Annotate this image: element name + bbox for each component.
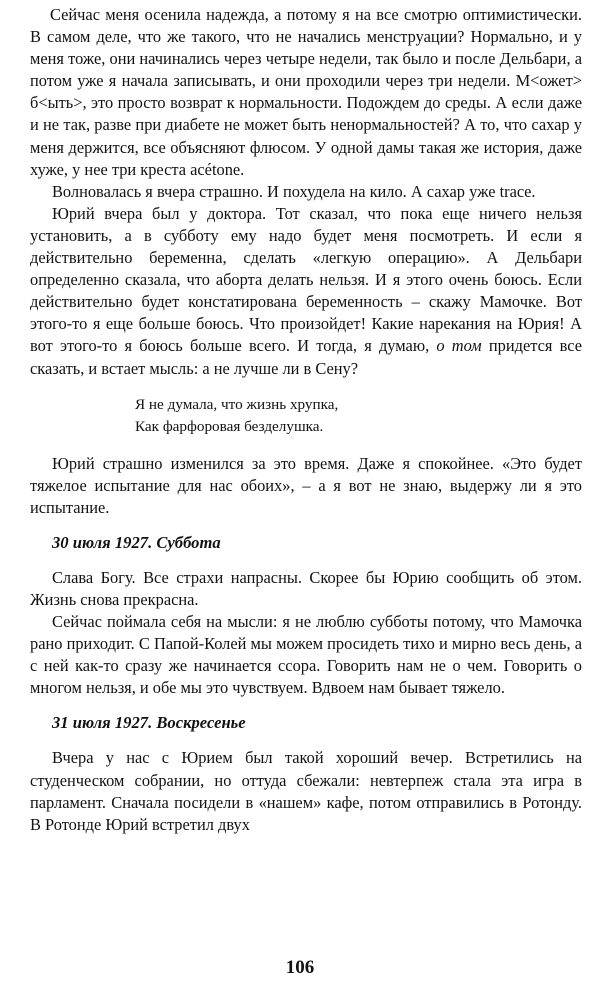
poem-quote xyxy=(135,394,582,439)
paragraph-doctor-emphasis: о том xyxy=(436,336,482,356)
paragraph-relief: Слава Богу. Все страхи напрасны. Скорее бы Юрию сообщить об этом. Жизнь снова прекрасна. xyxy=(30,567,582,609)
entry-date-heading: 31 июля 1927. Воскресенье xyxy=(52,713,246,733)
paragraph-changed: Юрий страшно изменился за это время. Даже я спокойнее. «Это будет тяжелое испытание для нас обоих», – а я вот не знаю, выдержу ли я это испытание. xyxy=(30,453,582,517)
paragraph-evening: Вчера у нас с Юрием был такой хороший вечер. Встретились на студенческом собрании, но оттуда сбежали: невтерпеж стала эта игра в парламент. Сначала посидели в «нашем» кафе, потом отправились в Ротонду. В Ротонде Юрий встретил двух xyxy=(30,748,582,834)
paragraph-doctor-text-a: Юрий вчера был у доктора. Тот сказал, что пока еще ничего нельзя установить, а в субботу ему надо будет меня посмотреть. И если я действительно беременна, сделать «легкую операцию». А Дельбари определенно сказала, что аборта делать нельзя. И я этого очень боюсь. Если действительно будет констатирована беременность – скажу Мамочке. Вот этого-то я еще больше боюсь. Что произойдет! Какие нарекания на Юрия! А вот этого-то я боюсь больше всего. И тогда, я думаю, xyxy=(30,203,582,356)
paragraph-saturday: Сейчас поймала себя на мысли: я не люблю субботы потому, что Мамочка рано приходит. С Папой-Колей мы можем просидеть тихо и мирно весь день, а с ней как-то сразу же начинается ссора. Говорить нам не о чем. Говорить о многом нельзя, и обе мы это чувствуем. Вдвоем нам бывает тяжело. xyxy=(30,612,582,698)
entry-date-heading: 30 июля 1927. Суббота xyxy=(52,532,221,552)
poem-line-1: Я не думала, что жизнь хрупка, xyxy=(135,395,339,413)
paragraph-worry: Волновалась я вчера страшно. И похудела на кило. А сахар уже trace. xyxy=(52,181,536,201)
page-number: 106 xyxy=(285,957,315,978)
paragraph-doctor xyxy=(30,203,582,380)
paragraph-doctor-text-b: придется все сказать, и встает мысль: а не лучше ли в Сену? xyxy=(30,336,582,378)
poem-line-2: Как фарфоровая безделушка. xyxy=(135,418,324,436)
paragraph-hope: Сейчас меня осенила надежда, а потому я на все смотрю оптимистически. В самом деле, что же такого, что не начались менструации? Нормально, и у меня тоже, они начинались через четыре недели, так было и после Дельбари, а потом уже я начала записывать, и они проходили через три недели. М<ожет> б<ыть>, это просто возврат к нормальности. Подождем до среды. А если даже и не так, разве при диабете не может быть ненормальностей? А то, что сахар у меня держится, все объясняют флюсом. У одной дамы такая же история, даже хуже, у нее три креста acétone. xyxy=(30,5,582,179)
